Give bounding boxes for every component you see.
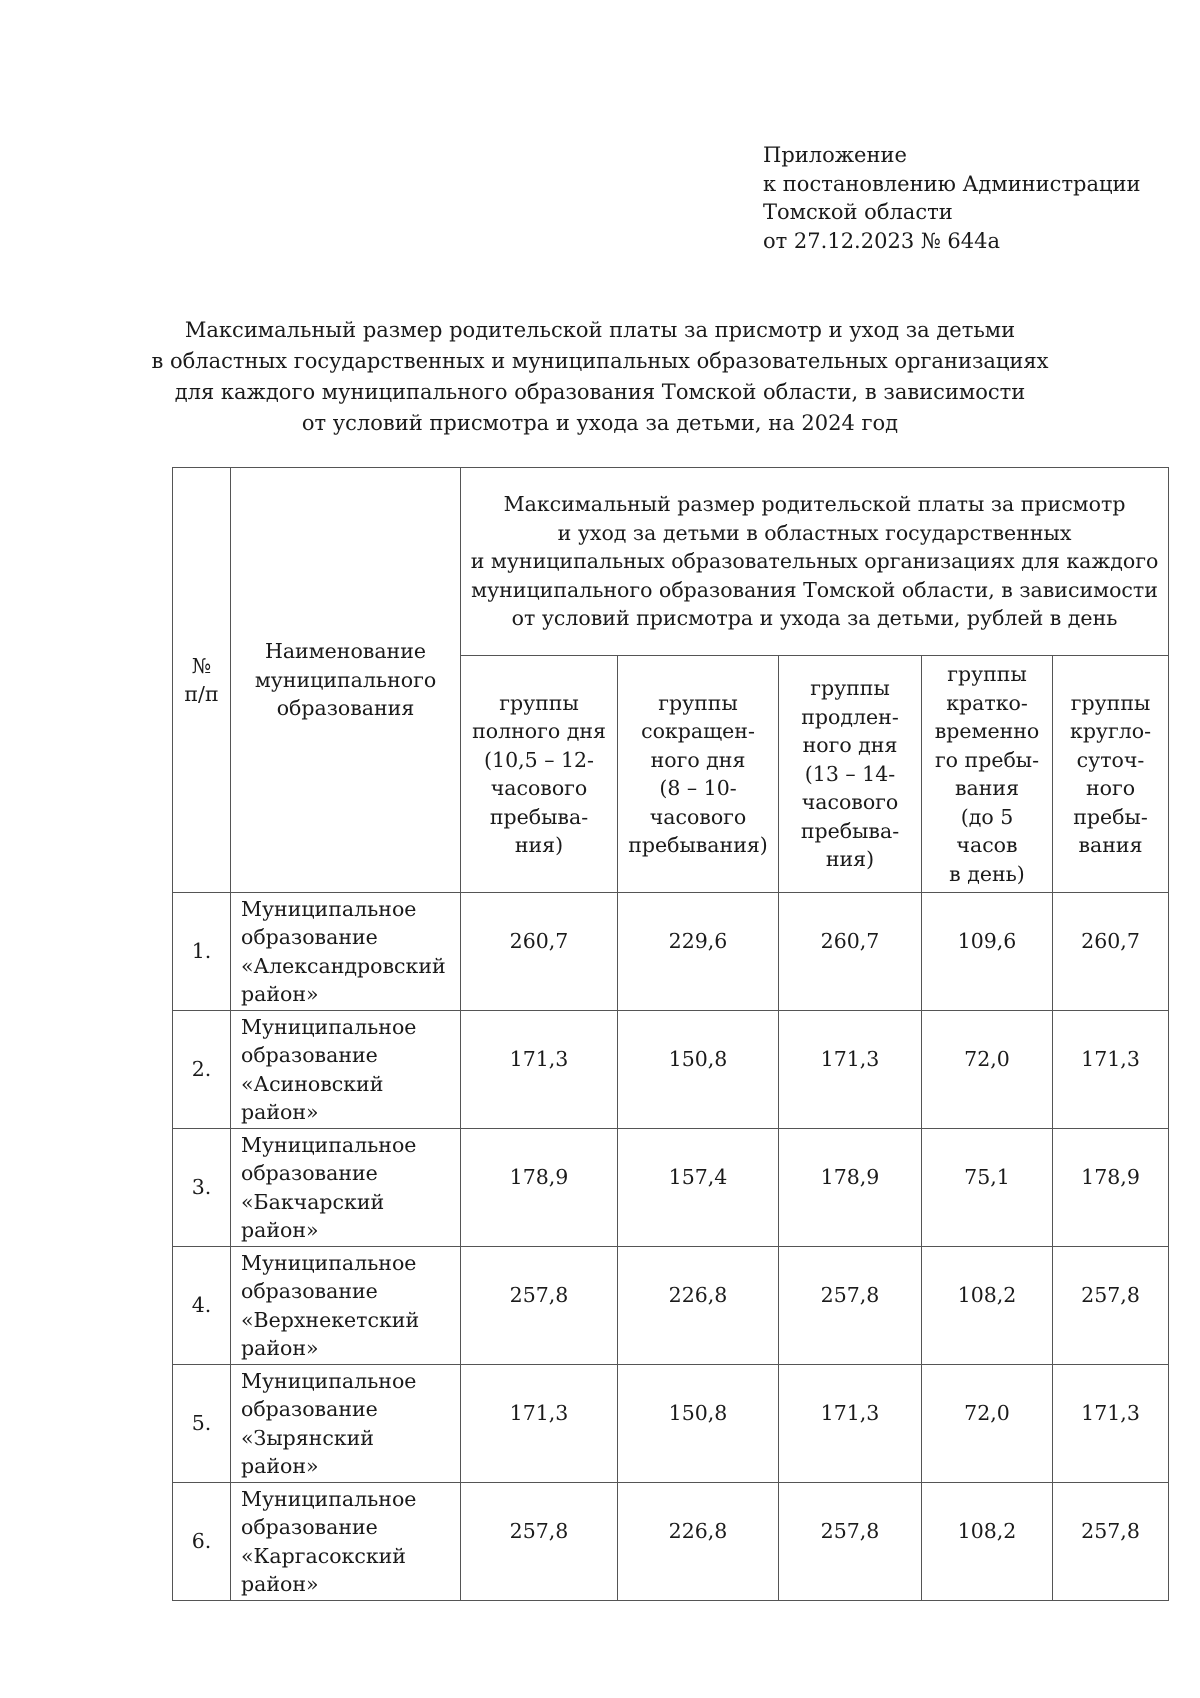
fee-cell (461, 893, 618, 1011)
header-line: часов (956, 833, 1018, 857)
header-short-stay (922, 656, 1053, 893)
table-row (173, 1011, 1169, 1129)
header-line: в день) (949, 861, 1025, 886)
fee-cell (461, 1247, 618, 1365)
appendix-line: от 27.12.2023 № 644а (763, 228, 1000, 253)
municipality-name (231, 1365, 461, 1483)
header-line: от условий присмотра и ухода за детьми, рублей в день (511, 606, 1118, 631)
fee-value: 260,7 (1081, 929, 1140, 954)
fee-cell (779, 1365, 922, 1483)
fee-cell (922, 1247, 1053, 1365)
fee-value: 229,6 (668, 929, 728, 954)
fee-cell (1053, 1247, 1169, 1365)
name-line: образование (241, 1161, 378, 1185)
appendix-line: Томской области (763, 200, 953, 224)
fee-value: 150,8 (668, 1047, 728, 1072)
header-full-day (461, 656, 618, 893)
header-line: пребы- (1073, 804, 1148, 829)
fee-value: 226,8 (668, 1283, 728, 1308)
header-line: полного дня (472, 719, 606, 743)
table-row (173, 1483, 1169, 1601)
name-line: район» (241, 1336, 319, 1360)
title-line: Максимальный размер родительской платы за присмотр и уход за детьми (184, 318, 1016, 342)
fee-value: 75,1 (964, 1165, 1010, 1190)
fee-cell (461, 1365, 618, 1483)
header-name-column (231, 468, 461, 893)
header-line: ного дня (650, 747, 746, 772)
header-line: муниципального (254, 667, 437, 692)
header-line: группы (810, 676, 890, 701)
title-line: для каждого муниципального образования Томской области, в зависимости (174, 380, 1026, 404)
title-line: от условий присмотра и ухода за детьми, на 2024 год (301, 411, 899, 435)
name-line: район» (241, 1572, 319, 1596)
fee-value: 257,8 (820, 1283, 880, 1308)
header-line: и уход за детьми в областных государственных (557, 520, 1072, 545)
name-line: «Каргасокский (241, 1543, 406, 1568)
fee-cell (461, 1483, 618, 1601)
fee-cell (779, 1247, 922, 1365)
fee-value: 72,0 (964, 1047, 1010, 1072)
header-line: и муниципальных образовательных организациях для каждого (470, 549, 1159, 574)
fee-cell (922, 893, 1053, 1011)
fee-value: 72,0 (964, 1401, 1010, 1426)
fee-value: 257,8 (1081, 1283, 1140, 1308)
header-line: временно (934, 719, 1040, 743)
fee-table (172, 467, 1169, 1601)
header-line: пребыва- (489, 804, 589, 829)
header-extended-day (779, 656, 922, 893)
header-line: кругло- (1070, 719, 1152, 743)
fee-value: 171,3 (1081, 1047, 1140, 1072)
header-line: Максимальный размер родительской платы за присмотр (503, 492, 1126, 517)
fee-value: 178,9 (820, 1165, 880, 1190)
header-line: муниципального образования Томской области, в зависимости (471, 577, 1158, 602)
fee-value: 171,3 (820, 1047, 880, 1072)
header-line: образования (276, 696, 415, 721)
table-body (173, 893, 1169, 1601)
fee-cell (1053, 1483, 1169, 1601)
table-row (173, 1129, 1169, 1247)
fee-value: 260,7 (509, 929, 569, 954)
fee-cell (618, 1011, 779, 1129)
fee-value: 257,8 (509, 1283, 569, 1308)
header-line: группы (499, 690, 579, 715)
fee-cell (618, 1483, 779, 1601)
fee-cell (779, 893, 922, 1011)
name-line: «Бакчарский (241, 1189, 385, 1214)
fee-value: 109,6 (957, 929, 1017, 954)
name-line: «Александровский (241, 953, 446, 978)
appendix-line: к постановлению Администрации (763, 171, 1141, 196)
header-line: ния) (514, 833, 564, 857)
name-line: «Верхнекетский (241, 1307, 420, 1332)
appendix-block (763, 141, 1141, 255)
fee-cell (922, 1365, 1053, 1483)
name-line: «Асиновский (241, 1071, 384, 1096)
fee-cell (779, 1129, 922, 1247)
municipality-name (231, 1247, 461, 1365)
fee-cell (461, 1011, 618, 1129)
fee-value: 226,8 (668, 1519, 728, 1544)
header-main-group (461, 468, 1169, 656)
header-line: № (191, 653, 212, 678)
fee-cell (922, 1129, 1053, 1247)
row-number: 3. (173, 1129, 231, 1247)
appendix-line: Приложение (763, 143, 907, 167)
header-line: пребывания) (628, 833, 768, 857)
fee-cell (461, 1129, 618, 1247)
name-line: Муниципальное (241, 896, 417, 921)
header-line: продлен- (801, 704, 899, 729)
name-line: район» (241, 1218, 319, 1242)
municipality-name (231, 1011, 461, 1129)
table-row (173, 893, 1169, 1011)
fee-value: 108,2 (957, 1283, 1017, 1308)
header-line: пребыва- (800, 818, 900, 843)
fee-value: 171,3 (820, 1401, 880, 1426)
fee-cell (922, 1483, 1053, 1601)
header-line: (13 – 14- (804, 761, 896, 786)
fee-value: 178,9 (1081, 1165, 1140, 1190)
fee-cell (1053, 1011, 1169, 1129)
header-line: (8 – 10- (659, 776, 737, 800)
fee-value: 257,8 (1081, 1519, 1140, 1544)
row-number: 1. (173, 893, 231, 1011)
fee-cell (1053, 893, 1169, 1011)
header-line: сокращен- (641, 719, 755, 743)
fee-value: 260,7 (820, 929, 880, 954)
fee-cell (779, 1483, 922, 1601)
fee-value: 171,3 (1081, 1401, 1140, 1426)
header-line: часового (801, 790, 899, 815)
row-number: 5. (173, 1365, 231, 1483)
fee-cell (618, 1365, 779, 1483)
fee-value: 150,8 (668, 1401, 728, 1426)
header-line: го пребы- (934, 747, 1040, 772)
municipality-name (231, 1483, 461, 1601)
name-line: образование (241, 1515, 378, 1539)
name-line: Муниципальное (241, 1014, 417, 1039)
name-line: Муниципальное (241, 1368, 417, 1393)
fee-cell (922, 1011, 1053, 1129)
header-line: (до 5 (960, 804, 1014, 829)
municipality-name (231, 893, 461, 1011)
title-line: в областных государственных и муниципальных образовательных организациях (151, 349, 1049, 373)
header-number-column (173, 468, 231, 893)
header-line: вания (1078, 833, 1143, 857)
header-line: группы (658, 690, 738, 715)
fee-value: 171,3 (509, 1047, 569, 1072)
header-line: часового (490, 776, 588, 800)
header-line: вания (954, 776, 1020, 800)
name-line: район» (241, 1454, 319, 1478)
header-line: ния) (825, 847, 875, 872)
fee-cell (779, 1011, 922, 1129)
fee-cell (618, 1247, 779, 1365)
name-line: район» (241, 982, 319, 1006)
name-line: образование (241, 1397, 378, 1421)
table-header (173, 468, 1169, 893)
table-row (173, 1247, 1169, 1365)
header-line: ного (1085, 776, 1136, 800)
name-line: образование (241, 1043, 378, 1067)
header-line: п/п (184, 682, 219, 706)
row-number: 4. (173, 1247, 231, 1365)
header-line: кратко- (946, 690, 1028, 715)
header-line: Наименование (264, 639, 427, 664)
header-line: часового (649, 804, 747, 829)
name-line: Муниципальное (241, 1486, 417, 1511)
row-number: 2. (173, 1011, 231, 1129)
document-title (150, 315, 1050, 439)
header-line: (10,5 – 12- (484, 747, 594, 772)
row-number: 6. (173, 1483, 231, 1601)
header-line: ного дня (802, 733, 898, 758)
name-line: Муниципальное (241, 1132, 417, 1157)
fee-cell (1053, 1129, 1169, 1247)
name-line: район» (241, 1100, 319, 1124)
fee-cell (1053, 1365, 1169, 1483)
header-round-the-clock (1053, 656, 1169, 893)
table-row (173, 1365, 1169, 1483)
municipality-name (231, 1129, 461, 1247)
fee-value: 171,3 (509, 1401, 569, 1426)
name-line: образование (241, 925, 378, 949)
fee-cell (618, 893, 779, 1011)
fee-value: 178,9 (509, 1165, 569, 1190)
fee-value: 157,4 (668, 1165, 728, 1190)
header-line: группы (1070, 690, 1151, 715)
name-line: образование (241, 1279, 378, 1303)
name-line: Муниципальное (241, 1250, 417, 1275)
fee-value: 257,8 (509, 1519, 569, 1544)
header-line: группы (947, 662, 1027, 686)
fee-value: 108,2 (957, 1519, 1017, 1544)
name-line: «Зырянский (241, 1425, 374, 1450)
header-short-day (618, 656, 779, 893)
fee-value: 257,8 (820, 1519, 880, 1544)
header-line: суточ- (1076, 747, 1145, 772)
fee-cell (618, 1129, 779, 1247)
